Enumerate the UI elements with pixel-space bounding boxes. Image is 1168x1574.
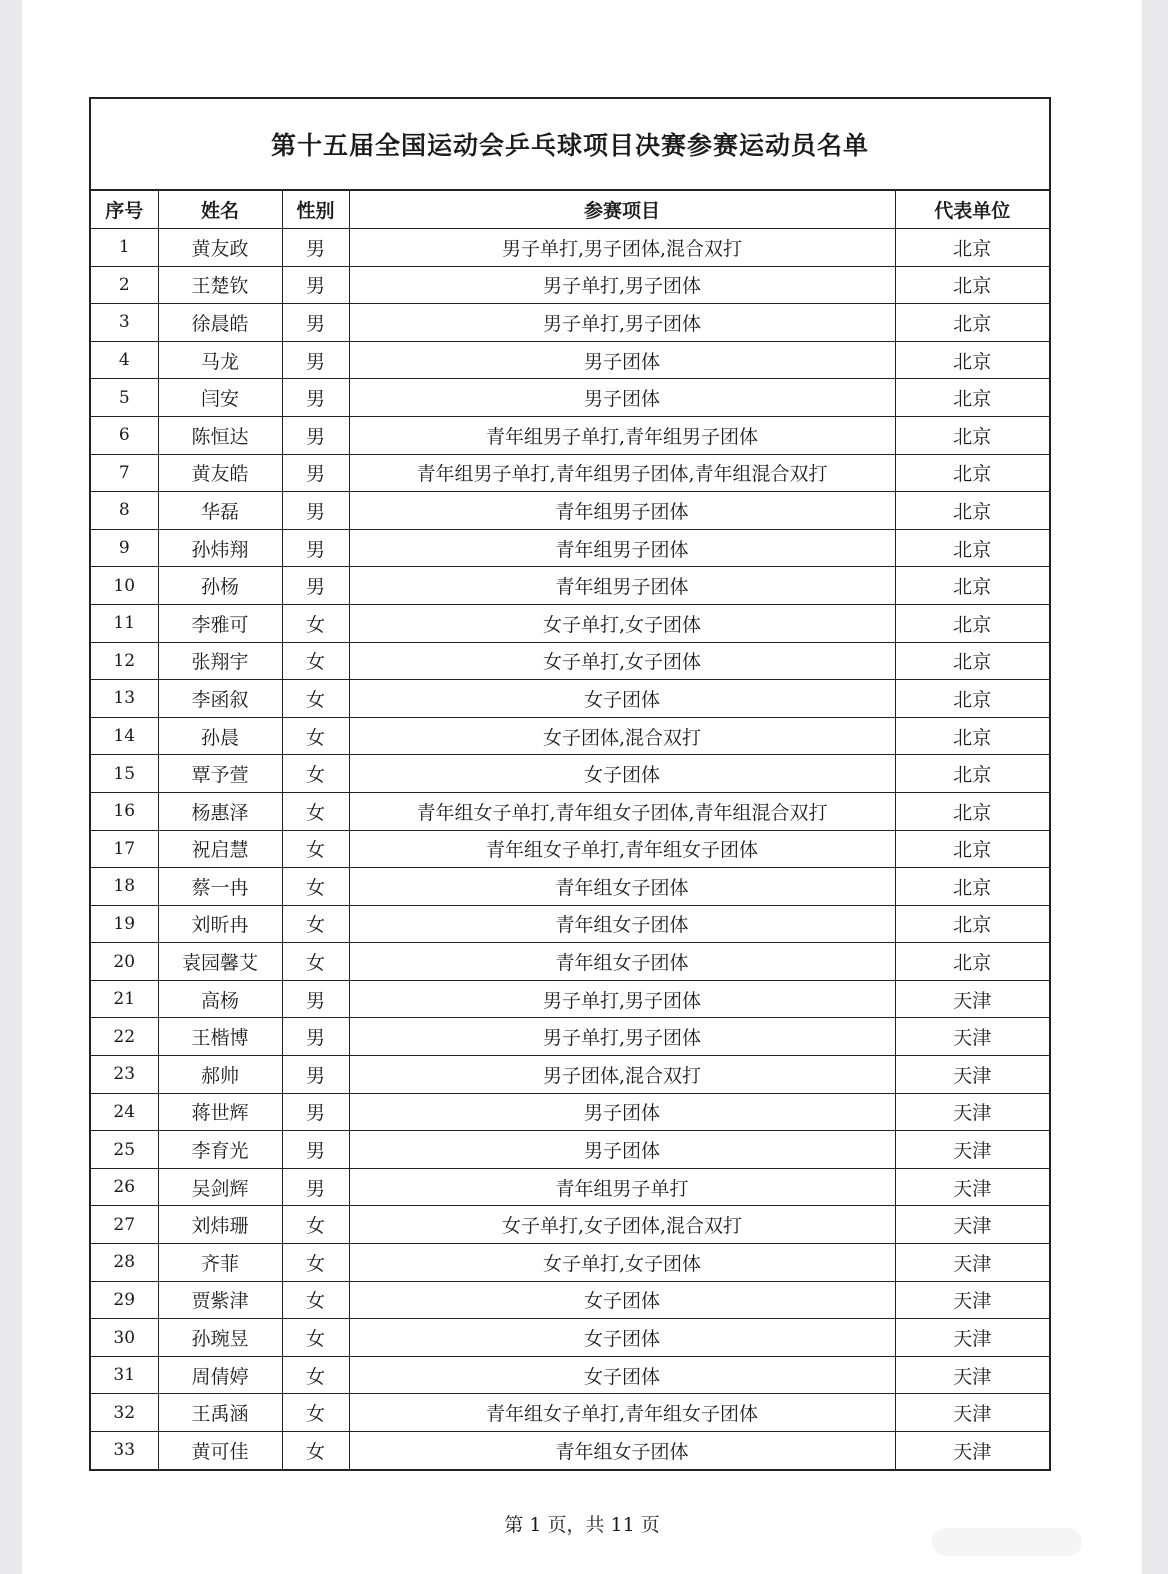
header-name: 姓名 (158, 191, 282, 229)
cell-unit: 北京 (895, 868, 1049, 906)
table-row (91, 1394, 1049, 1432)
cell-unit: 北京 (895, 379, 1049, 417)
cell-unit: 北京 (895, 529, 1049, 567)
table-row (91, 642, 1049, 680)
cell-gender: 男 (282, 529, 349, 567)
cell-events: 女子团体 (349, 755, 895, 793)
cell-events: 女子团体 (349, 1281, 895, 1319)
cell-name: 袁园馨艾 (158, 943, 282, 981)
cell-name: 张翔宇 (158, 642, 282, 680)
cell-unit: 北京 (895, 717, 1049, 755)
table-row (91, 529, 1049, 567)
cell-name: 华磊 (158, 492, 282, 530)
table-row (91, 304, 1049, 342)
table-row (91, 1356, 1049, 1394)
cell-events: 女子团体 (349, 1356, 895, 1394)
cell-name: 王楷博 (158, 1018, 282, 1056)
cell-events: 青年组女子团体 (349, 905, 895, 943)
header-unit: 代表单位 (895, 191, 1049, 229)
cell-gender: 女 (282, 1432, 349, 1469)
table-row (91, 792, 1049, 830)
cell-gender: 女 (282, 1244, 349, 1282)
header-index: 序号 (91, 191, 158, 229)
table-row (91, 266, 1049, 304)
cell-unit: 北京 (895, 642, 1049, 680)
cell-index: 17 (91, 830, 158, 868)
cell-index: 14 (91, 717, 158, 755)
cell-events: 青年组男子团体 (349, 529, 895, 567)
cell-events: 青年组男子团体 (349, 567, 895, 605)
cell-unit: 北京 (895, 304, 1049, 342)
cell-index: 11 (91, 604, 158, 642)
cell-name: 齐菲 (158, 1244, 282, 1282)
cell-gender: 男 (282, 266, 349, 304)
header-events: 参赛项目 (349, 191, 895, 229)
cell-index: 23 (91, 1056, 158, 1094)
cell-gender: 男 (282, 304, 349, 342)
cell-events: 青年组男子团体 (349, 492, 895, 530)
cell-gender: 男 (282, 1056, 349, 1094)
cell-unit: 北京 (895, 229, 1049, 267)
cell-name: 徐晨皓 (158, 304, 282, 342)
cell-unit: 天津 (895, 1432, 1049, 1469)
cell-name: 刘昕冉 (158, 905, 282, 943)
cell-gender: 女 (282, 830, 349, 868)
cell-index: 15 (91, 755, 158, 793)
table-row (91, 680, 1049, 718)
cell-events: 女子单打,女子团体,混合双打 (349, 1206, 895, 1244)
cell-index: 29 (91, 1281, 158, 1319)
table-row (91, 1244, 1049, 1282)
cell-name: 黄可佳 (158, 1432, 282, 1469)
cell-events: 青年组男子单打,青年组男子团体 (349, 416, 895, 454)
cell-unit: 北京 (895, 492, 1049, 530)
cell-gender: 男 (282, 1018, 349, 1056)
cell-gender: 男 (282, 416, 349, 454)
cell-index: 2 (91, 266, 158, 304)
table-row (91, 1281, 1049, 1319)
roster-document (89, 97, 1051, 1471)
table-row (91, 1168, 1049, 1206)
cell-events: 女子单打,女子团体 (349, 604, 895, 642)
cell-index: 12 (91, 642, 158, 680)
page-footer: 第 1 页，共 11 页 (504, 1514, 660, 1536)
cell-name: 孙琬昱 (158, 1319, 282, 1357)
cell-gender: 男 (282, 1093, 349, 1131)
cell-index: 33 (91, 1432, 158, 1469)
cell-index: 30 (91, 1319, 158, 1357)
cell-events: 青年组女子单打,青年组女子团体 (349, 1394, 895, 1432)
cell-gender: 女 (282, 755, 349, 793)
table-row (91, 379, 1049, 417)
cell-gender: 女 (282, 943, 349, 981)
cell-index: 31 (91, 1356, 158, 1394)
cell-unit: 天津 (895, 1056, 1049, 1094)
cell-unit: 天津 (895, 1356, 1049, 1394)
cell-index: 8 (91, 492, 158, 530)
cell-name: 蒋世辉 (158, 1093, 282, 1131)
cell-unit: 天津 (895, 980, 1049, 1018)
cell-index: 19 (91, 905, 158, 943)
table-row (91, 1056, 1049, 1094)
cell-unit: 北京 (895, 567, 1049, 605)
cell-unit: 天津 (895, 1319, 1049, 1357)
cell-events: 男子单打,男子团体 (349, 266, 895, 304)
cell-index: 5 (91, 379, 158, 417)
document-page (22, 0, 1142, 1574)
cell-gender: 女 (282, 642, 349, 680)
cell-gender: 男 (282, 1131, 349, 1169)
table-row (91, 905, 1049, 943)
cell-name: 刘炜珊 (158, 1206, 282, 1244)
table-row (91, 1319, 1049, 1357)
table-row (91, 454, 1049, 492)
cell-events: 男子单打,男子团体,混合双打 (349, 229, 895, 267)
table-row (91, 1206, 1049, 1244)
cell-gender: 女 (282, 868, 349, 906)
cell-events: 青年组女子单打,青年组女子团体,青年组混合双打 (349, 792, 895, 830)
cell-index: 9 (91, 529, 158, 567)
cell-name: 李函叙 (158, 680, 282, 718)
cell-index: 7 (91, 454, 158, 492)
cell-unit: 天津 (895, 1131, 1049, 1169)
cell-index: 24 (91, 1093, 158, 1131)
cell-gender: 女 (282, 1319, 349, 1357)
cell-gender: 男 (282, 229, 349, 267)
cell-index: 26 (91, 1168, 158, 1206)
table-row (91, 492, 1049, 530)
cell-unit: 北京 (895, 905, 1049, 943)
cell-unit: 天津 (895, 1281, 1049, 1319)
header-gender: 性别 (282, 191, 349, 229)
cell-unit: 北京 (895, 604, 1049, 642)
cell-events: 青年组女子团体 (349, 1432, 895, 1469)
cell-events: 男子单打,男子团体 (349, 980, 895, 1018)
cell-unit: 北京 (895, 266, 1049, 304)
table-row (91, 717, 1049, 755)
cell-events: 青年组男子单打,青年组男子团体,青年组混合双打 (349, 454, 895, 492)
table-row (91, 341, 1049, 379)
cell-unit: 北京 (895, 830, 1049, 868)
table-row (91, 943, 1049, 981)
cell-index: 28 (91, 1244, 158, 1282)
cell-name: 高杨 (158, 980, 282, 1018)
cell-events: 青年组女子团体 (349, 943, 895, 981)
cell-name: 杨惠泽 (158, 792, 282, 830)
cell-events: 男子团体 (349, 1131, 895, 1169)
cell-name: 李雅可 (158, 604, 282, 642)
cell-events: 女子团体,混合双打 (349, 717, 895, 755)
cell-unit: 北京 (895, 943, 1049, 981)
table-row (91, 868, 1049, 906)
cell-events: 女子团体 (349, 680, 895, 718)
cell-name: 闫安 (158, 379, 282, 417)
table-row (91, 1131, 1049, 1169)
table-row (91, 1432, 1049, 1469)
cell-gender: 女 (282, 1394, 349, 1432)
cell-gender: 女 (282, 1281, 349, 1319)
cell-unit: 北京 (895, 341, 1049, 379)
cell-events: 男子团体 (349, 341, 895, 379)
cell-name: 祝启慧 (158, 830, 282, 868)
cell-events: 女子团体 (349, 1319, 895, 1357)
cell-name: 陈恒达 (158, 416, 282, 454)
cell-gender: 女 (282, 717, 349, 755)
cell-events: 男子单打,男子团体 (349, 1018, 895, 1056)
cell-unit: 天津 (895, 1093, 1049, 1131)
cell-events: 男子团体,混合双打 (349, 1056, 895, 1094)
cell-gender: 女 (282, 1356, 349, 1394)
table-header-row (91, 191, 1049, 229)
cell-index: 18 (91, 868, 158, 906)
cell-gender: 女 (282, 1206, 349, 1244)
cell-name: 王禹涵 (158, 1394, 282, 1432)
table-row (91, 567, 1049, 605)
cell-gender: 男 (282, 567, 349, 605)
cell-name: 蔡一冉 (158, 868, 282, 906)
cell-index: 27 (91, 1206, 158, 1244)
cell-index: 20 (91, 943, 158, 981)
cell-gender: 男 (282, 1168, 349, 1206)
cell-events: 男子团体 (349, 1093, 895, 1131)
cell-unit: 天津 (895, 1018, 1049, 1056)
cell-events: 男子团体 (349, 379, 895, 417)
cell-name: 郝帅 (158, 1056, 282, 1094)
cell-gender: 男 (282, 341, 349, 379)
cell-unit: 北京 (895, 792, 1049, 830)
document-title: 第十五届全国运动会乒乓球项目决赛参赛运动员名单 (91, 99, 1049, 191)
cell-name: 孙炜翔 (158, 529, 282, 567)
cell-events: 女子单打,女子团体 (349, 642, 895, 680)
table-row (91, 416, 1049, 454)
cell-events: 青年组女子团体 (349, 868, 895, 906)
cell-index: 25 (91, 1131, 158, 1169)
cell-name: 孙晨 (158, 717, 282, 755)
table-row (91, 755, 1049, 793)
cell-gender: 女 (282, 604, 349, 642)
cell-index: 21 (91, 980, 158, 1018)
table-row (91, 1093, 1049, 1131)
cell-name: 李育光 (158, 1131, 282, 1169)
table-row (91, 229, 1049, 267)
cell-name: 吴剑辉 (158, 1168, 282, 1206)
cell-gender: 男 (282, 492, 349, 530)
cell-gender: 男 (282, 980, 349, 1018)
cell-name: 孙杨 (158, 567, 282, 605)
cell-gender: 男 (282, 454, 349, 492)
table-row (91, 604, 1049, 642)
cell-unit: 北京 (895, 416, 1049, 454)
cell-index: 1 (91, 229, 158, 267)
cell-unit: 天津 (895, 1394, 1049, 1432)
cell-name: 周倩婷 (158, 1356, 282, 1394)
table-row (91, 980, 1049, 1018)
cell-index: 22 (91, 1018, 158, 1056)
cell-unit: 北京 (895, 680, 1049, 718)
cell-unit: 北京 (895, 454, 1049, 492)
cell-index: 10 (91, 567, 158, 605)
cell-gender: 男 (282, 379, 349, 417)
cell-events: 青年组女子单打,青年组女子团体 (349, 830, 895, 868)
cell-unit: 天津 (895, 1244, 1049, 1282)
cell-unit: 北京 (895, 755, 1049, 793)
cell-events: 女子单打,女子团体 (349, 1244, 895, 1282)
cell-name: 黄友政 (158, 229, 282, 267)
cell-index: 6 (91, 416, 158, 454)
cell-events: 男子单打,男子团体 (349, 304, 895, 342)
cell-name: 黄友皓 (158, 454, 282, 492)
cell-index: 4 (91, 341, 158, 379)
cell-index: 13 (91, 680, 158, 718)
cell-index: 32 (91, 1394, 158, 1432)
cell-unit: 天津 (895, 1168, 1049, 1206)
cell-name: 马龙 (158, 341, 282, 379)
horizontal-scrollbar[interactable] (932, 1528, 1082, 1556)
cell-gender: 女 (282, 792, 349, 830)
cell-unit: 天津 (895, 1206, 1049, 1244)
table-row (91, 830, 1049, 868)
cell-index: 3 (91, 304, 158, 342)
cell-gender: 女 (282, 680, 349, 718)
roster-table (91, 191, 1049, 1469)
cell-gender: 女 (282, 905, 349, 943)
cell-index: 16 (91, 792, 158, 830)
cell-name: 覃予萱 (158, 755, 282, 793)
table-body (91, 229, 1049, 1469)
cell-name: 贾紫津 (158, 1281, 282, 1319)
cell-name: 王楚钦 (158, 266, 282, 304)
table-row (91, 1018, 1049, 1056)
cell-events: 青年组男子单打 (349, 1168, 895, 1206)
